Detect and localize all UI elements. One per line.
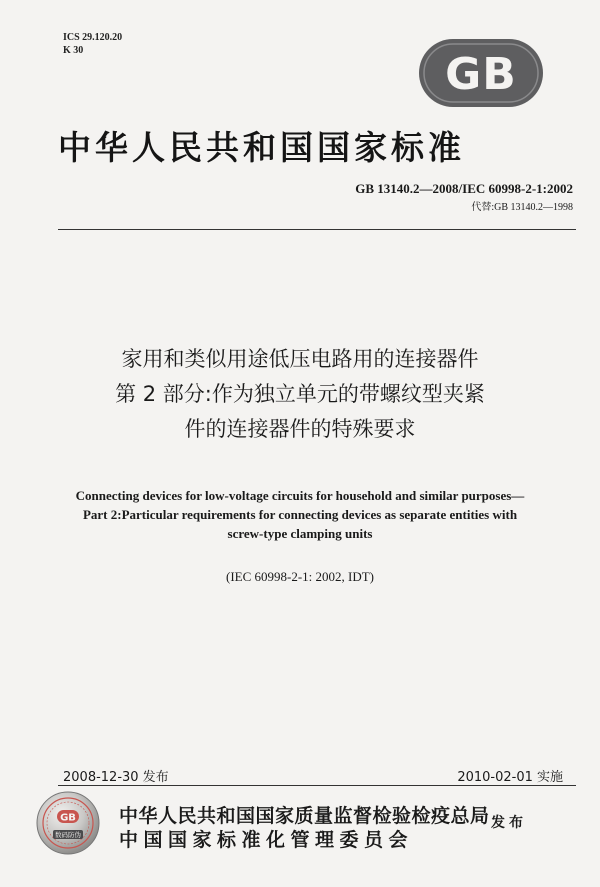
issuer-sac: 中国国家标准化管理委员会: [119, 829, 414, 851]
iec-equivalence: (IEC 60998-2-1: 2002, IDT): [225, 569, 375, 584]
english-title-line-3: screw-type clamping units: [227, 526, 373, 541]
english-title: [40, 486, 560, 543]
replaces-standard: 代替:GB 13140.2—1998: [471, 202, 573, 213]
issuer-aqsiq: 中华人民共和国国家质量监督检验检疫总局: [119, 805, 490, 827]
anti-counterfeit-seal: [36, 791, 100, 855]
standard-number: GB 13140.2—2008/IEC 60998-2-1:2002: [355, 181, 573, 196]
chinese-title-line-3: 件的连接器件的特殊要求: [184, 417, 416, 441]
k-code: K 30: [63, 45, 84, 56]
publish-label: 发布: [491, 815, 527, 831]
english-title-line-2: Part 2:Particular requirements for connecting devices as separate entities with: [82, 507, 518, 522]
seal-logo-text: GB: [60, 812, 76, 824]
chinese-title-line-2: 第 2 部分:作为独立单元的带螺纹型夹紧: [115, 382, 485, 406]
english-title-line-1: Connecting devices for low-voltage circuits for household and similar purposes—: [75, 488, 525, 503]
implementation-date: 2010-02-01 实施: [457, 770, 563, 785]
chinese-title-line-1: 家用和类似用途低压电路用的连接器件: [121, 347, 479, 371]
classification-codes: [63, 31, 122, 57]
gb-logo-text: GB: [445, 49, 517, 100]
gb-logo: [419, 39, 543, 107]
top-divider: [58, 229, 576, 230]
chinese-title: [40, 342, 560, 447]
bottom-divider: [58, 785, 576, 786]
standard-category-title: 中华人民共和国国家标准: [58, 128, 465, 167]
issue-date: 2008-12-30 发布: [63, 770, 169, 785]
seal-label: 数码防伪: [55, 831, 81, 839]
ics-code: ICS 29.120.20: [63, 32, 123, 43]
